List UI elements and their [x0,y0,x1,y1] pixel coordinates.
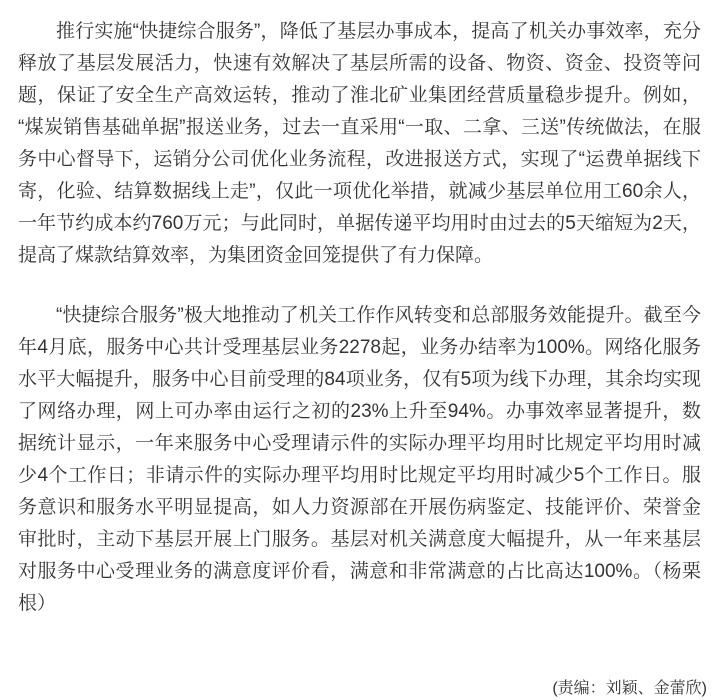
article-paragraph-2: “快捷综合服务”极大地推动了机关工作作风转变和总部服务效能提升。截至今年4月底，服务中心共计受理基层业务2278起，业务办结率为100%。网络化服务水平大幅提升，服务中心目前受理的84项业务，仅有5项为线下办理，其余均实现了网络办理，网上可办率由运行之初的23%上升至94%。办事效率显著提升，数据统计显示，一年来服务中心受理请示件的实际办理平均用时比规定平均用时减少4个工作日；非请示件的实际办理平均用时比规定平均用时减少5个工作日。服务意识和服务水平明显提高，如人力资源部在开展伤病鉴定、技能评价、荣誉金审批时，主动下基层开展上门服务。基层对机关满意度大幅提升，从一年来基层对服务中心受理业务的满意度评价看，满意和非常满意的占比高达100%。（杨栗根） [18,305,701,614]
editor-credit: (责编：刘颖、金蕾欣) [552,680,707,697]
editor-credit-row [18,678,707,700]
article-body [18,16,701,620]
article-paragraph-1: 推行实施“快捷综合服务”，降低了基层办事成本，提高了机关办事效率，充分释放了基层发展活力，快速有效解决了基层所需的设备、物资、资金、投资等问题，保证了安全生产高效运转，推动了淮北矿业集团经营质量稳步提升。例如，“煤炭销售基础单据”报送业务，过去一直采用“一取、二拿、三送”传统做法，在服务中心督导下，运销分公司优化业务流程，改进报送方式，实现了“运费单据线下寄，化验、结算数据线上走”，仅此一项优化举措，就减少基层单位用工60余人，一年节约成本约760万元；与此同时，单据传递平均用时由过去的5天缩短为2天，提高了煤款结算效率，为集团资金回笼提供了有力保障。 [18,21,701,266]
